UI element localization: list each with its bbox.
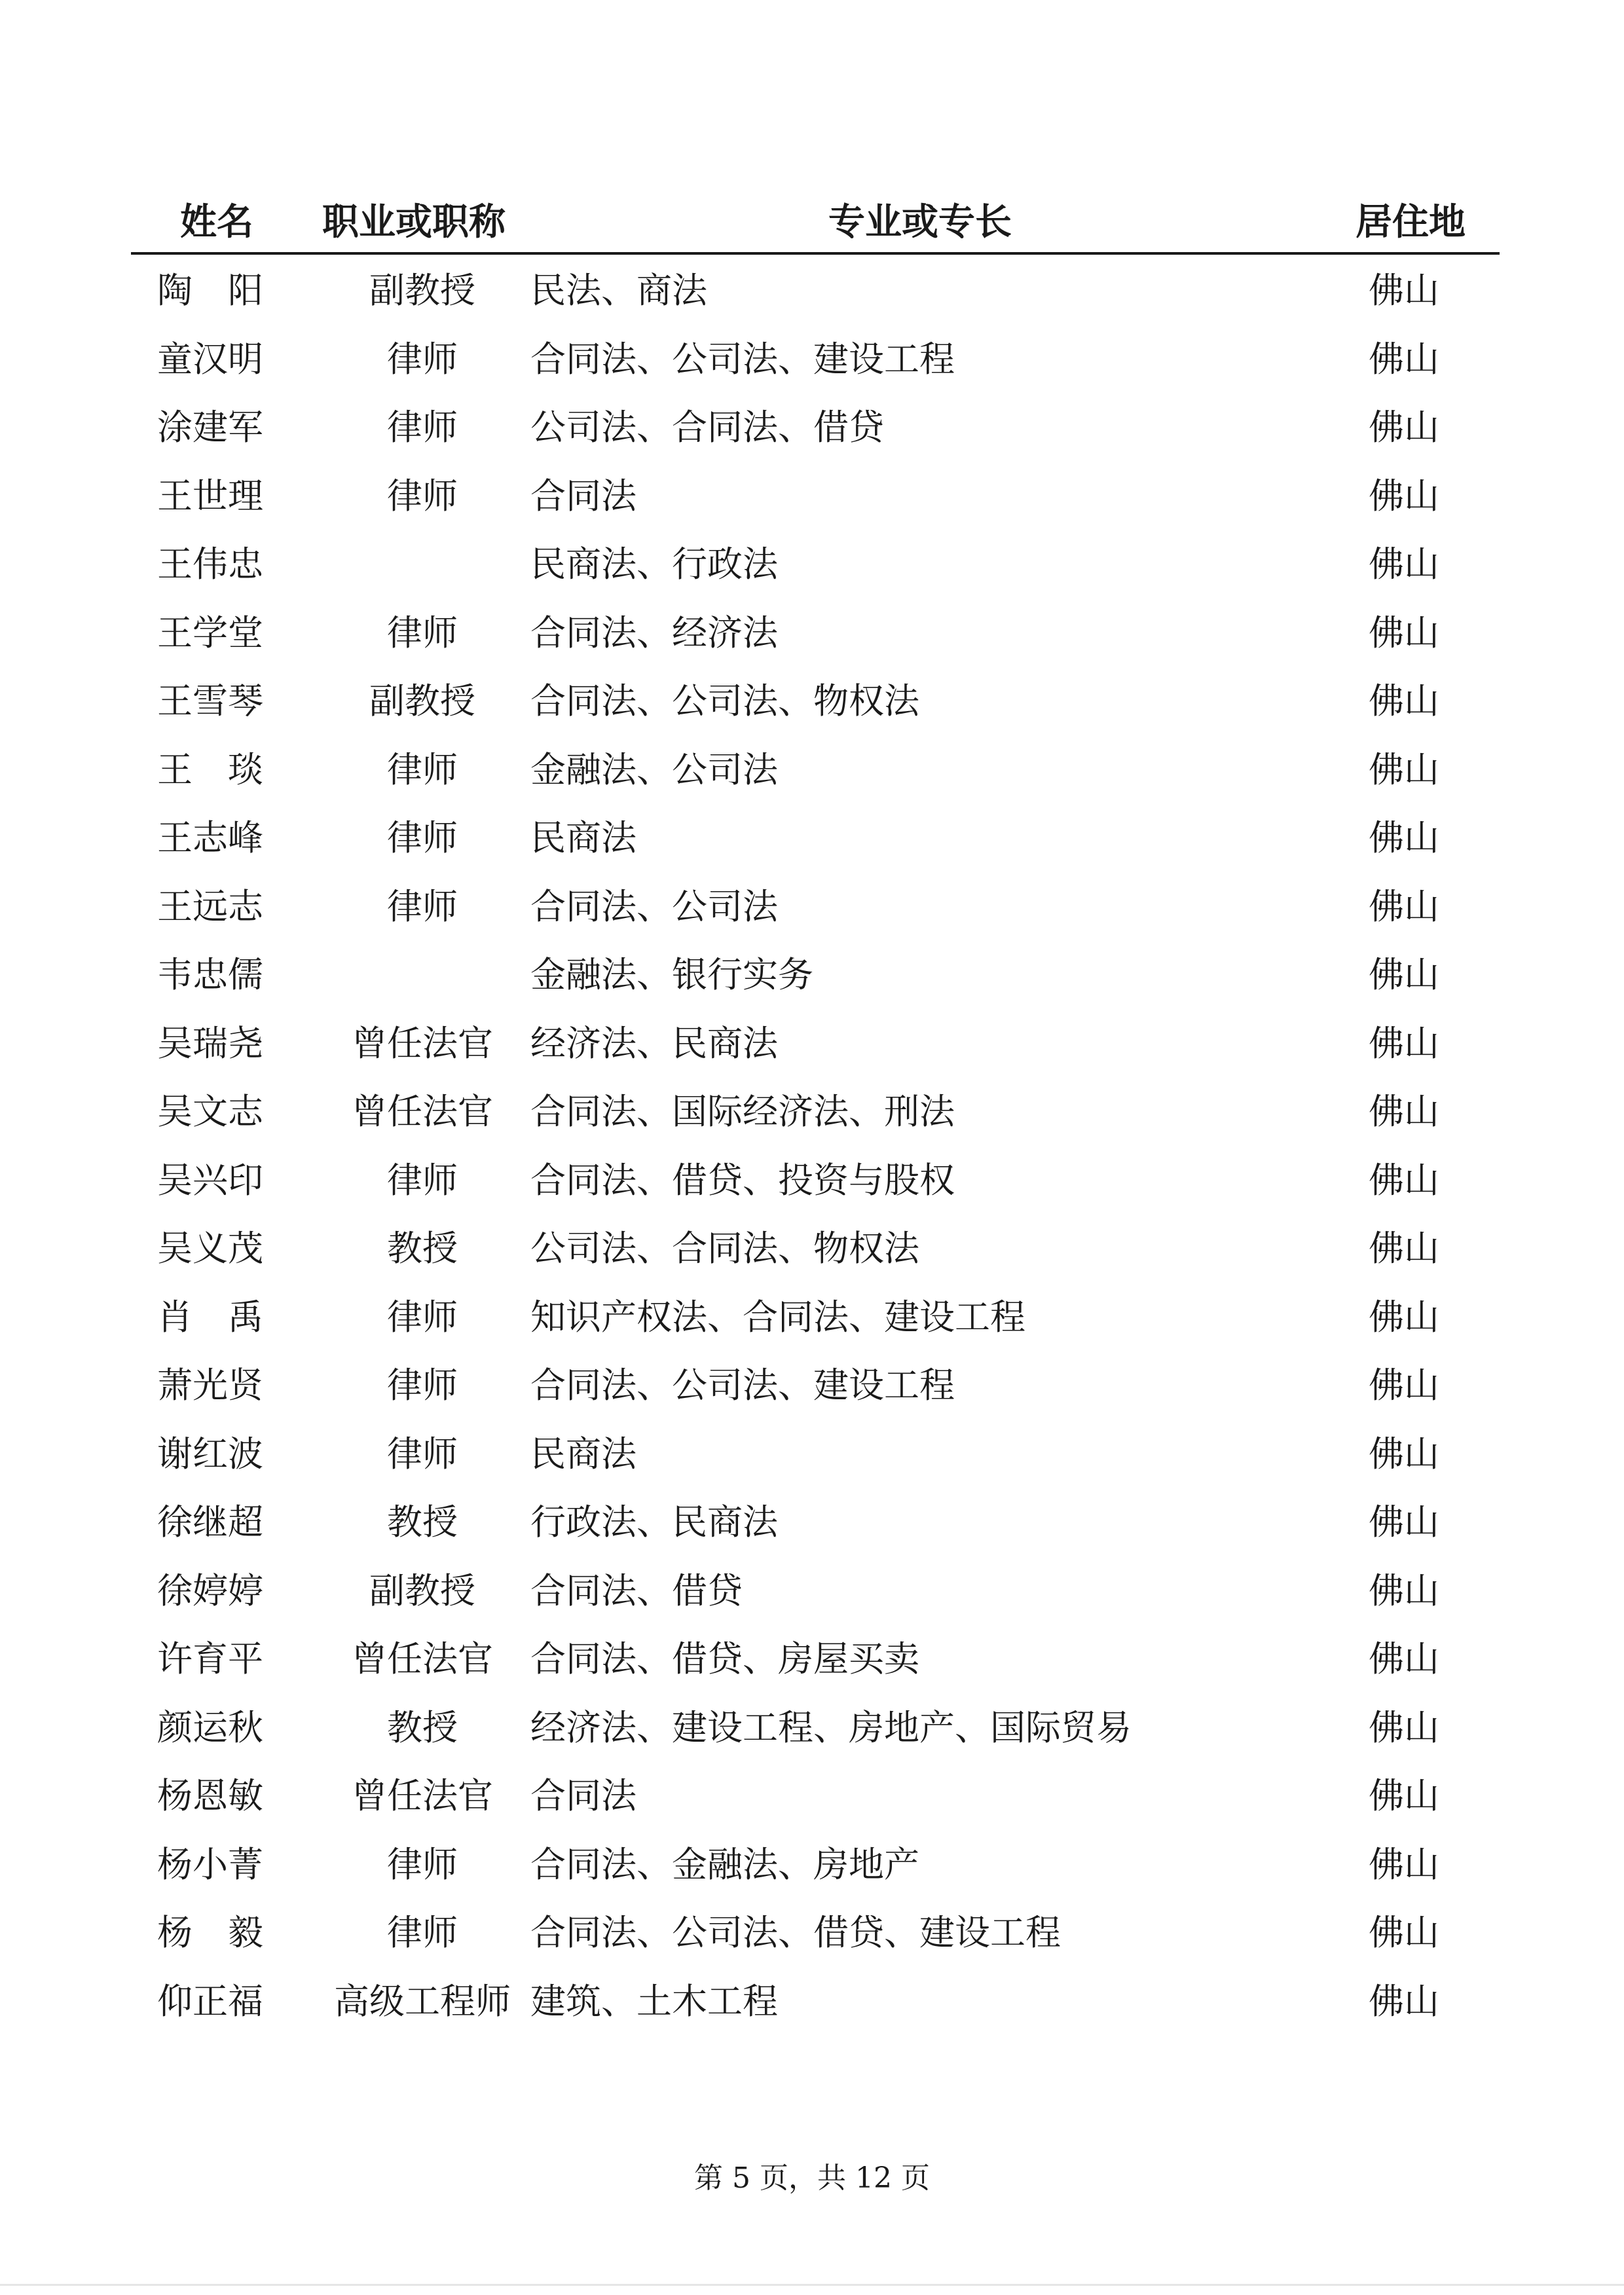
cell-residence: 佛山 <box>1369 1570 1439 1611</box>
cell-name: 涂建军 <box>157 407 263 448</box>
cell-residence: 佛山 <box>1369 1501 1439 1543</box>
header-title: 职业或职称 <box>322 201 506 244</box>
cell-residence: 佛山 <box>1369 1843 1439 1885</box>
cell-specialty: 合同法、公司法 <box>530 885 778 927</box>
cell-name: 仰正福 <box>157 1980 263 2022</box>
cell-name: 吴兴印 <box>157 1159 263 1201</box>
cell-residence: 佛山 <box>1369 475 1439 517</box>
cell-specialty: 公司法、合同法、借贷 <box>530 407 884 448</box>
cell-name: 萧光贤 <box>157 1365 263 1406</box>
cell-title: 律师 <box>387 475 458 517</box>
cell-residence: 佛山 <box>1369 1433 1439 1475</box>
cell-name: 王 琰 <box>157 748 263 790</box>
cell-specialty: 行政法、民商法 <box>530 1501 778 1543</box>
cell-residence: 佛山 <box>1369 1091 1439 1132</box>
table-row <box>131 1147 1500 1215</box>
cell-name: 王志峰 <box>157 817 263 858</box>
cell-title: 曾任法官 <box>352 1775 493 1816</box>
cell-residence: 佛山 <box>1369 817 1439 858</box>
table-row <box>131 1420 1500 1489</box>
table-row <box>131 667 1500 736</box>
page-number: 第 5 页，共 12 页 <box>694 2161 930 2195</box>
cell-name: 王学堂 <box>157 612 263 653</box>
cell-title: 教授 <box>387 1501 458 1543</box>
cell-name: 吴义茂 <box>157 1228 263 1269</box>
cell-title: 律师 <box>387 1912 458 1953</box>
cell-name: 王远志 <box>157 885 263 927</box>
cell-specialty: 合同法、经济法 <box>530 612 778 653</box>
cell-residence: 佛山 <box>1369 680 1439 722</box>
table-row <box>131 1831 1500 1900</box>
cell-residence: 佛山 <box>1369 1706 1439 1748</box>
cell-residence: 佛山 <box>1369 885 1439 927</box>
cell-residence: 佛山 <box>1369 1296 1439 1338</box>
cell-specialty: 合同法、借贷 <box>530 1570 743 1611</box>
table-row <box>131 941 1500 1010</box>
header-rule <box>131 252 1500 255</box>
table-row <box>131 325 1500 394</box>
cell-residence: 佛山 <box>1369 1022 1439 1064</box>
cell-name: 肖 禹 <box>157 1296 263 1338</box>
cell-specialty: 民法、商法 <box>530 270 707 311</box>
cell-specialty: 合同法、借贷、房屋买卖 <box>530 1638 919 1680</box>
cell-specialty: 金融法、银行实务 <box>530 954 813 995</box>
cell-specialty: 合同法、借贷、投资与股权 <box>530 1159 955 1201</box>
table-row <box>131 462 1500 531</box>
cell-specialty: 金融法、公司法 <box>530 748 778 790</box>
table-row <box>131 1488 1500 1557</box>
cell-specialty: 民商法 <box>530 817 637 858</box>
table-row <box>131 1968 1500 2036</box>
header-specialty: 专业或专长 <box>828 201 1012 244</box>
cell-residence: 佛山 <box>1369 1912 1439 1953</box>
table-header <box>131 193 1493 252</box>
cell-title: 律师 <box>387 612 458 653</box>
cell-residence: 佛山 <box>1369 1980 1439 2022</box>
cell-specialty: 知识产权法、合同法、建设工程 <box>530 1296 1025 1338</box>
cell-title: 律师 <box>387 1159 458 1201</box>
cell-specialty: 经济法、建设工程、房地产、国际贸易 <box>530 1706 1132 1748</box>
cell-title: 律师 <box>387 748 458 790</box>
cell-name: 陶 阳 <box>157 270 263 311</box>
table-row <box>131 1215 1500 1283</box>
cell-residence: 佛山 <box>1369 543 1439 585</box>
cell-title: 律师 <box>387 1296 458 1338</box>
cell-title: 副教授 <box>369 1570 475 1611</box>
cell-name: 杨 毅 <box>157 1912 263 1953</box>
cell-specialty: 民商法 <box>530 1433 637 1475</box>
cell-residence: 佛山 <box>1369 748 1439 790</box>
cell-name: 吴文志 <box>157 1091 263 1132</box>
header-residence: 居住地 <box>1356 201 1466 244</box>
cell-title: 律师 <box>387 338 458 380</box>
cell-residence: 佛山 <box>1369 1775 1439 1816</box>
cell-specialty: 合同法、公司法、物权法 <box>530 680 919 722</box>
table-body <box>131 257 1500 2036</box>
cell-name: 杨恩敏 <box>157 1775 263 1816</box>
table-row <box>131 1694 1500 1763</box>
cell-name: 谢红波 <box>157 1433 263 1475</box>
cell-name: 王雪琴 <box>157 680 263 722</box>
cell-specialty: 合同法、公司法、建设工程 <box>530 1365 955 1406</box>
cell-name: 徐婷婷 <box>157 1570 263 1611</box>
cell-residence: 佛山 <box>1369 1365 1439 1406</box>
table-row <box>131 1351 1500 1420</box>
cell-name: 王世理 <box>157 475 263 517</box>
header-name: 姓名 <box>180 201 253 244</box>
cell-title: 教授 <box>387 1228 458 1269</box>
table-row <box>131 1762 1500 1831</box>
cell-specialty: 合同法、公司法、建设工程 <box>530 338 955 380</box>
table-row <box>131 530 1500 599</box>
cell-name: 杨小菁 <box>157 1843 263 1885</box>
cell-specialty: 经济法、民商法 <box>530 1022 778 1064</box>
cell-specialty: 合同法、公司法、借贷、建设工程 <box>530 1912 1061 1953</box>
cell-title: 曾任法官 <box>352 1091 493 1132</box>
cell-title: 副教授 <box>369 270 475 311</box>
table-row <box>131 873 1500 942</box>
cell-name: 童汉明 <box>157 338 263 380</box>
cell-title: 律师 <box>387 885 458 927</box>
cell-specialty: 公司法、合同法、物权法 <box>530 1228 919 1269</box>
cell-title: 教授 <box>387 1706 458 1748</box>
cell-name: 徐继超 <box>157 1501 263 1543</box>
cell-title: 律师 <box>387 1433 458 1475</box>
table-row <box>131 394 1500 462</box>
cell-residence: 佛山 <box>1369 612 1439 653</box>
table-row <box>131 257 1500 325</box>
cell-title: 律师 <box>387 1365 458 1406</box>
cell-residence: 佛山 <box>1369 954 1439 995</box>
cell-title: 曾任法官 <box>352 1022 493 1064</box>
cell-residence: 佛山 <box>1369 338 1439 380</box>
table-row <box>131 736 1500 805</box>
cell-specialty: 民商法、行政法 <box>530 543 778 585</box>
cell-title: 律师 <box>387 1843 458 1885</box>
table-row <box>131 1283 1500 1352</box>
cell-title: 曾任法官 <box>352 1638 493 1680</box>
table-row <box>131 1625 1500 1694</box>
cell-specialty: 合同法、国际经济法、刑法 <box>530 1091 955 1132</box>
cell-residence: 佛山 <box>1369 407 1439 448</box>
cell-name: 吴瑞尧 <box>157 1022 263 1064</box>
cell-name: 王伟忠 <box>157 543 263 585</box>
cell-title: 副教授 <box>369 680 475 722</box>
cell-residence: 佛山 <box>1369 1228 1439 1269</box>
cell-name: 许育平 <box>157 1638 263 1680</box>
cell-name: 颜运秋 <box>157 1706 263 1748</box>
cell-title: 高级工程师 <box>334 1980 511 2022</box>
cell-specialty: 合同法、金融法、房地产 <box>530 1843 919 1885</box>
cell-specialty: 合同法 <box>530 475 637 517</box>
table-row <box>131 1899 1500 1968</box>
table-row <box>131 1078 1500 1147</box>
table-row <box>131 599 1500 668</box>
cell-name: 韦忠儒 <box>157 954 263 995</box>
table-row <box>131 1010 1500 1078</box>
cell-title: 律师 <box>387 817 458 858</box>
table-row <box>131 1557 1500 1626</box>
cell-specialty: 建筑、土木工程 <box>530 1980 778 2022</box>
cell-specialty: 合同法 <box>530 1775 637 1816</box>
cell-residence: 佛山 <box>1369 1159 1439 1201</box>
scan-edge <box>0 2284 1624 2286</box>
cell-residence: 佛山 <box>1369 270 1439 311</box>
table-row <box>131 804 1500 873</box>
cell-residence: 佛山 <box>1369 1638 1439 1680</box>
cell-title: 律师 <box>387 407 458 448</box>
